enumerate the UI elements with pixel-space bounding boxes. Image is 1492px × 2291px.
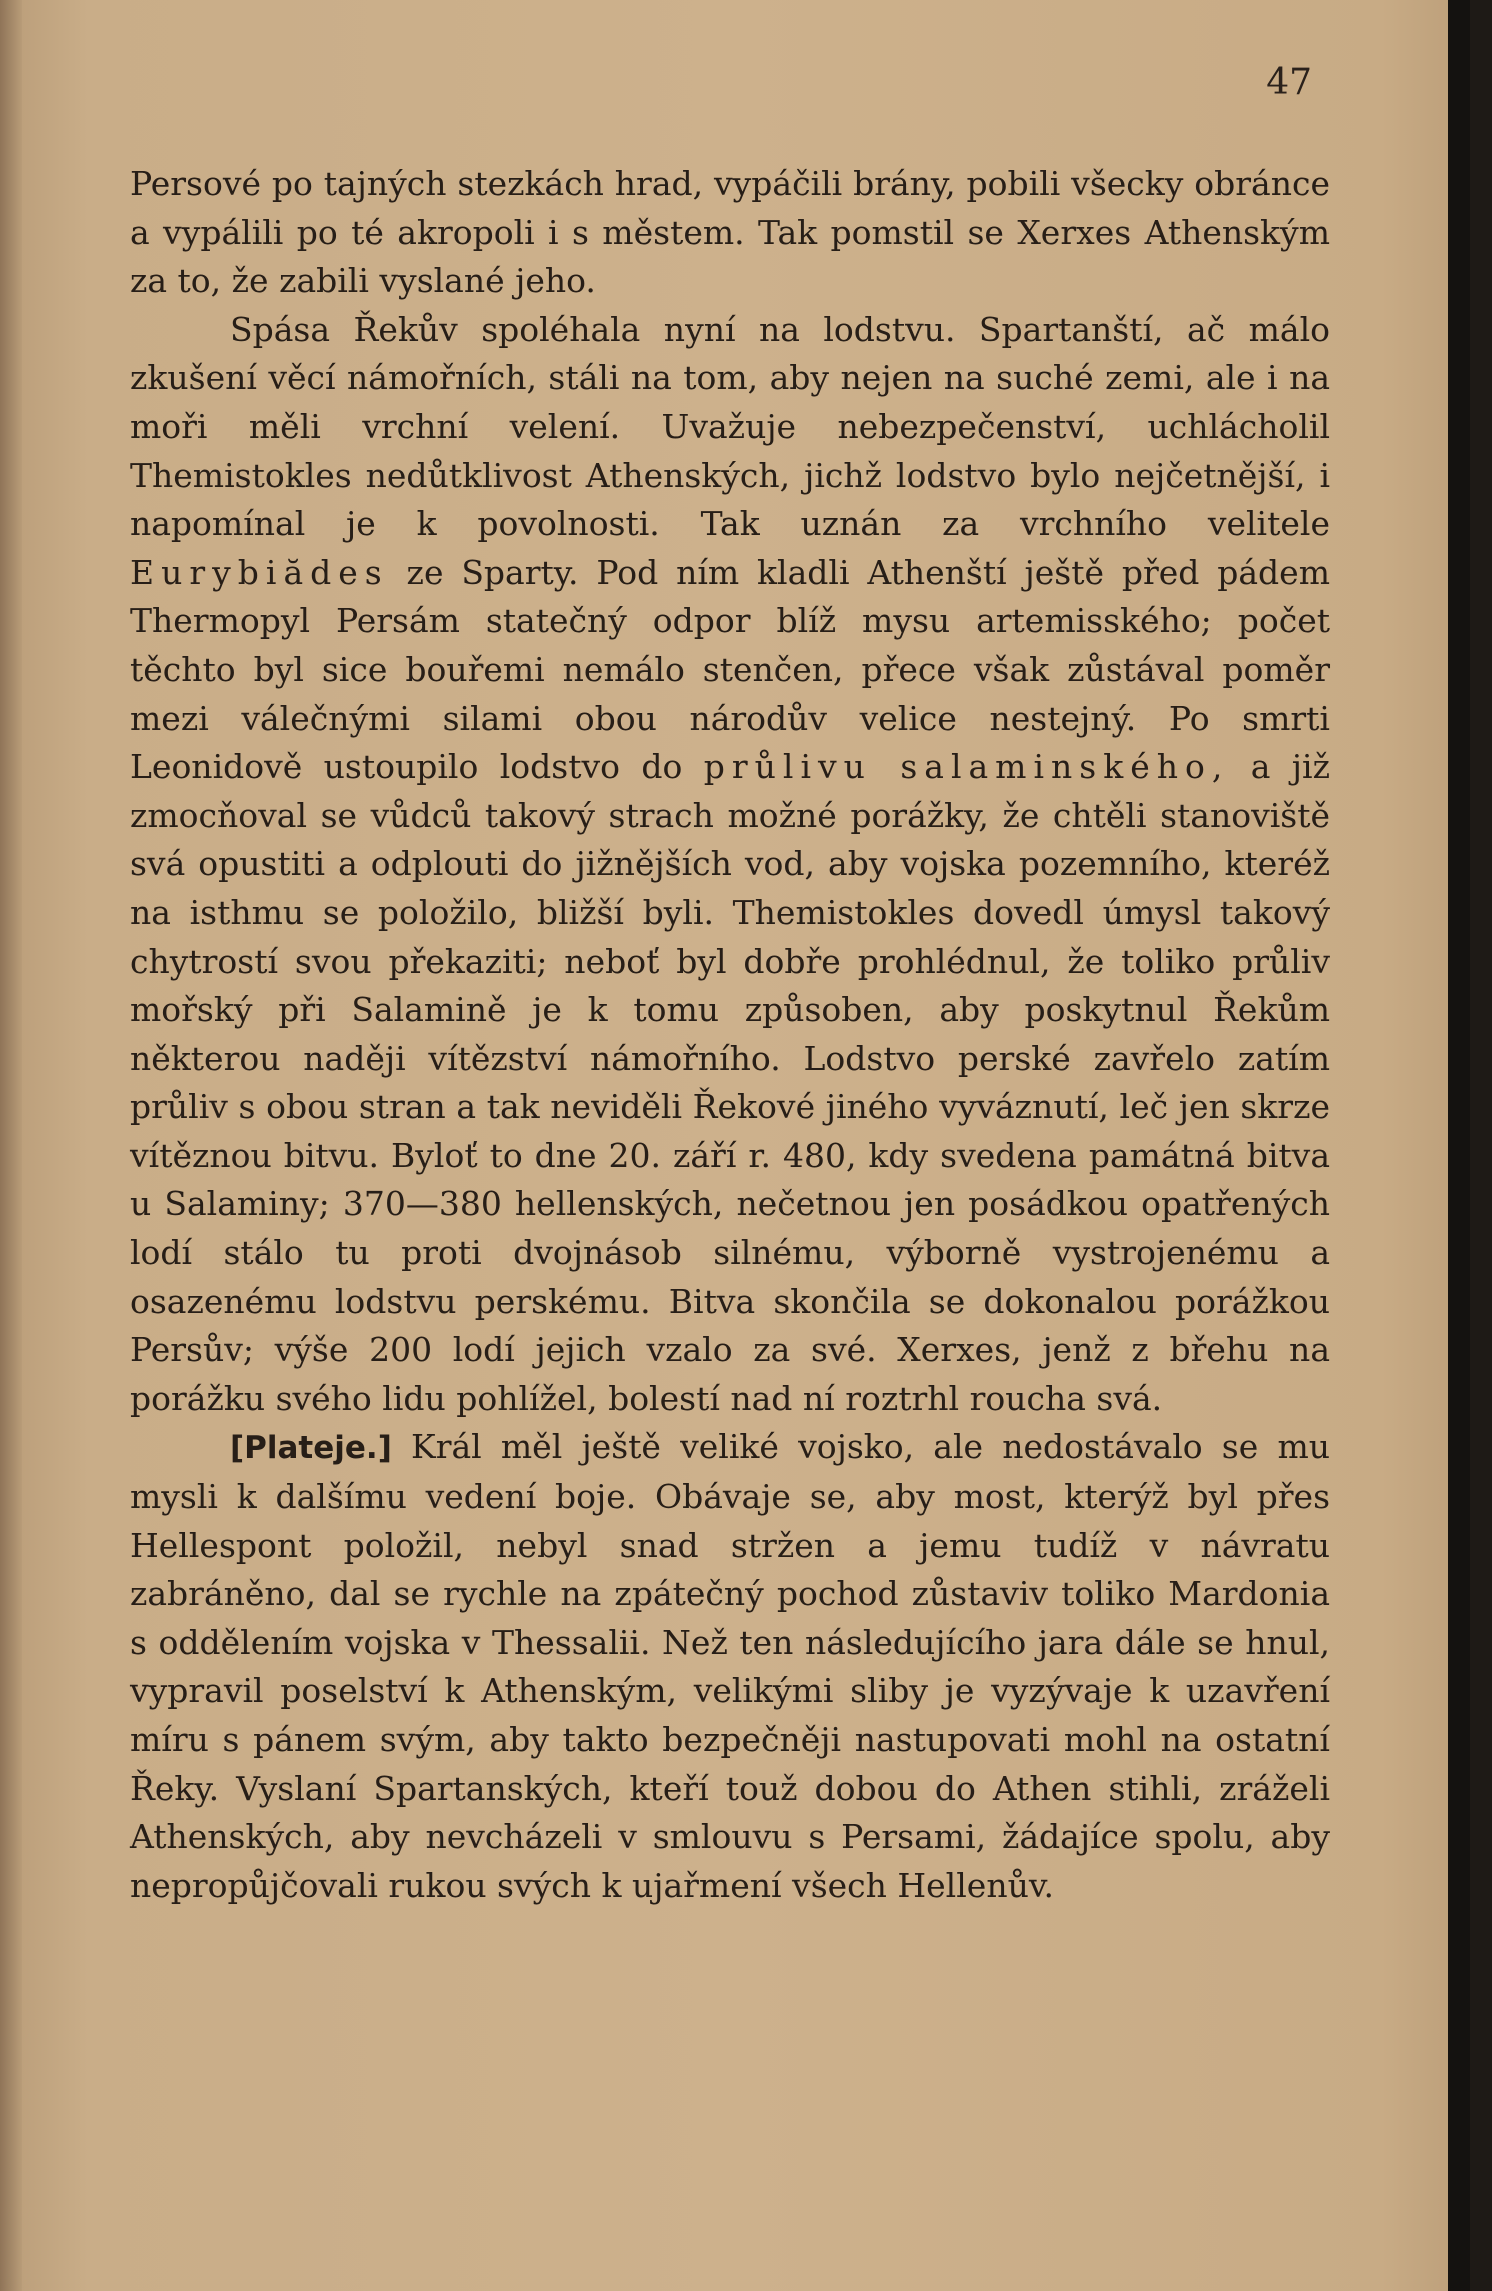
paragraph-1-text: Persové po tajných stezkách hrad, vypáčili brány, pobili všecky obránce a vypálili po té akropoli i s městem. Tak pomstil se Xerxes Athenským za to, že zabili vyslané jeho. [130,164,1330,301]
paragraph-3 [130,1423,1330,1910]
name-eurybiades: Eurybiădes [130,552,389,592]
section-heading-plateje: [Plateje.] [230,1430,392,1467]
paragraph-2-text-a: Spása Řekův spoléhala nyní na lodstvu. Spartanští, ač málo zkušení věcí námořních, stáli na tom, aby nejen na suché zemi, ale i na moři měli vrchní velení. Uvažuje nebezpečenství, uchlácholil Themistokles nedůtklivost Athenských, jichž lodstvo bylo nejčetnější, i napomínal je k povolnosti. Tak uznán za vrchního velitele [130,309,1330,544]
paragraph-2 [130,306,1330,1424]
page-edge [1448,0,1470,2291]
paragraph-3-text: Král měl ještě veliké vojsko, ale nedostávalo se mu mysli k dalšímu vedení boje. Obávaje se, aby most, kterýž byl přes Hellespont položil, nebyl snad stržen a jemu tudíž v návratu zabráněno, dal se rychle na zpátečný pochod zůstaviv toliko Mardonia s oddělením vojska v Thessalii. Než ten následujícího jara dále se hnul, vypravil poselství k Athenským, velikými sliby je vyzývaje k uzavření míru s pánem svým, aby takto bezpečněji nastupovati mohl na ostatní Řeky. Vyslaní Spartanských, kteří touž dobou do Athen stihli, zráželi Athenských, aby nevcházeli v smlouvu s Persami, žádajíce spolu, aby nepropůjčovali rukou svých k ujařmení všech Hellenův. [130,1427,1330,1905]
body-text [130,160,1330,1910]
paragraph-2-text-c: a již zmocňoval se vůdců takový strach možné porážky, že chtěli stanoviště svá opustiti a odplouti do jižnějších vod, aby vojska pozemního, kteréž na isthmu se položilo, bližší byli. Themistokles dovedl úmysl takový chytrostí svou překaziti; neboť byl dobře prohlédnul, že toliko průliv mořský při Salamině je k tomu způsoben, aby poskytnul Řekům některou naději vítězství námořního. Lodstvo perské zavřelo zatím průliv s obou stran a tak neviděli Řekové jiného vyváznutí, leč jen skrze vítěznou bitvu. Byloť to dne 20. září r. 480, kdy svedena památná bitva u Salaminy; 370—380 hellenských, nečetnou jen posádkou opatřených lodí stálo tu proti dvojnásob silnému, výborně vystrojenému a osazenému lodstvu perskému. Bitva skončila se dokonalou porážkou Persův; výše 200 lodí jejich vzalo za své. Xerxes, jenž z břehu na porážku svého lidu pohlížel, bolestí nad ní roztrhl roucha svá. [130,747,1330,1418]
term-salamis-strait: průlivu salaminského, [703,747,1230,787]
page-number: 47 [1266,62,1312,103]
paragraph-1 [130,160,1330,306]
paragraph-2-text-b: ze Sparty. Pod ním kladli Athenští ještě před pádem Thermopyl Persám statečný odpor blíž mysu artemisského; počet těchto byl sice bouřemi nemálo stenčen, přece však zůstával poměr mezi válečnými silami obou národův velice nestejný. Po smrti Leonidově ustoupilo lodstvo do [130,552,1330,787]
